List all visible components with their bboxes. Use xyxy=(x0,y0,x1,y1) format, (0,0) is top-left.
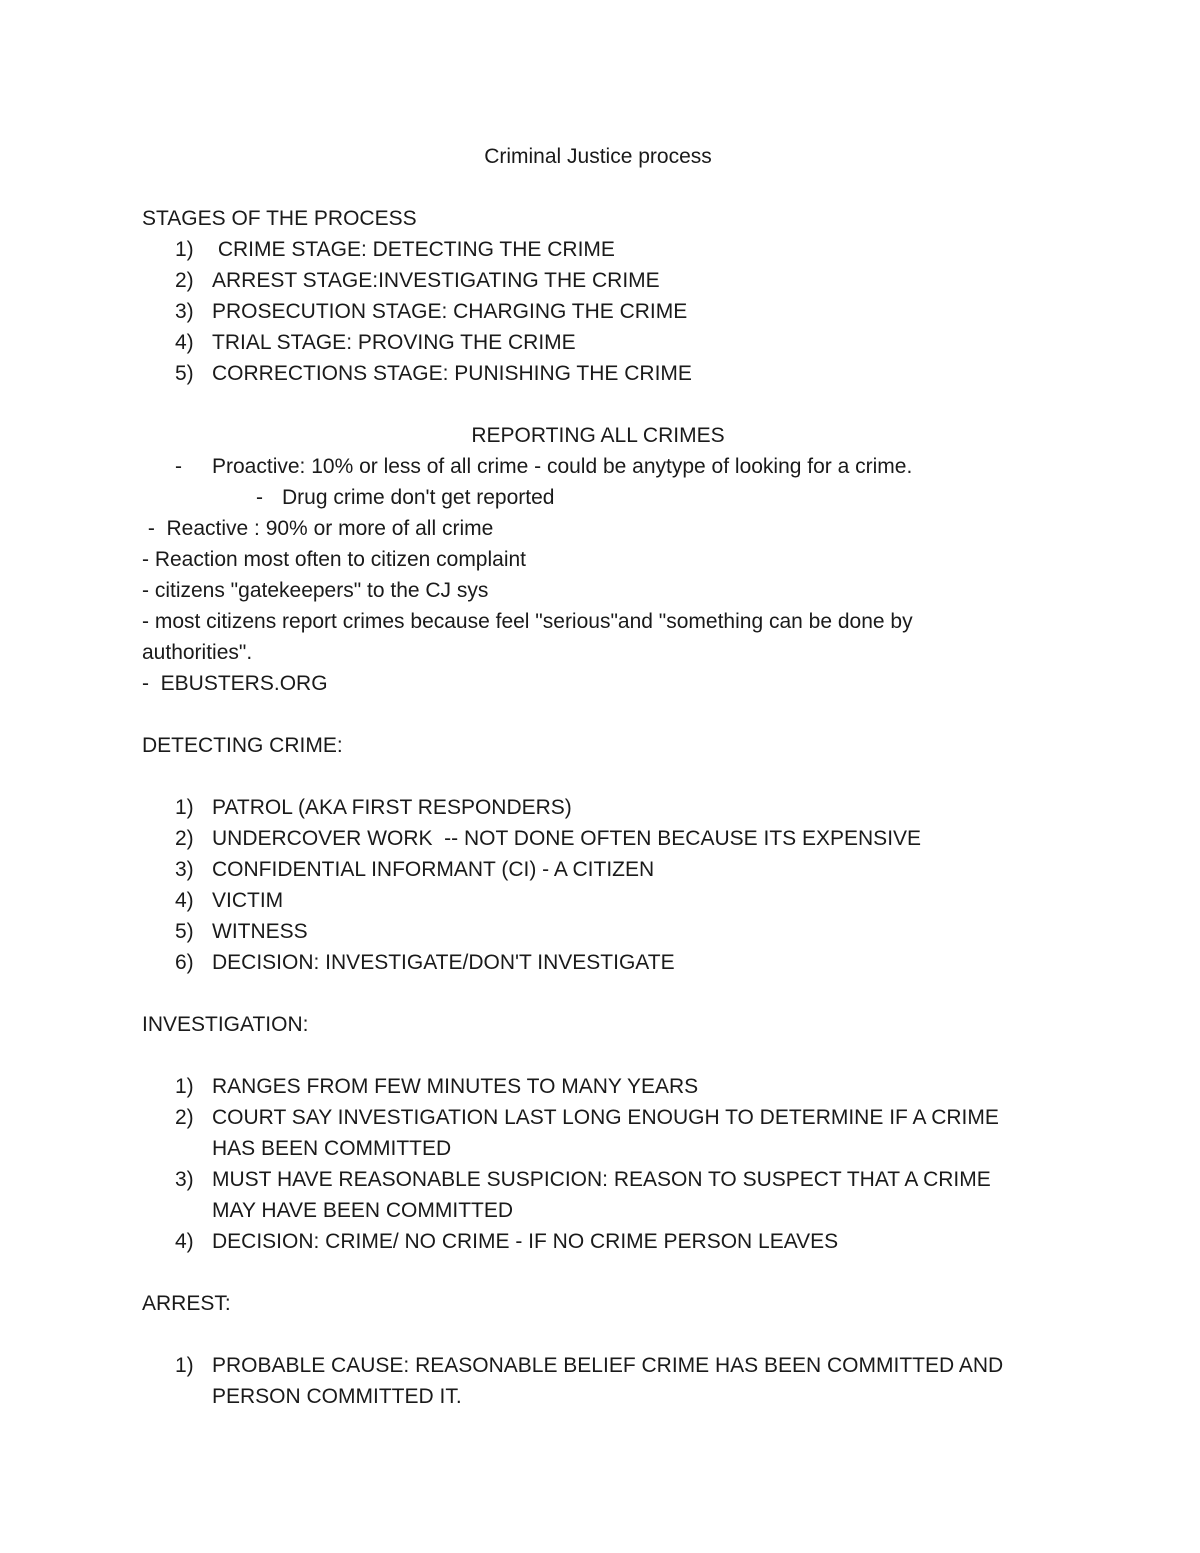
investigation-list xyxy=(142,1071,1032,1257)
stages-list xyxy=(142,234,1032,389)
bullet-dash: - xyxy=(175,455,182,478)
list-item xyxy=(142,1164,1032,1226)
list-text: DECISION: INVESTIGATE/DON'T INVESTIGATE xyxy=(212,951,675,974)
list-text: UNDERCOVER WORK -- NOT DONE OFTEN BECAUSE ITS EXPENSIVE xyxy=(212,827,922,850)
list-text: ARREST STAGE:INVESTIGATING THE CRIME xyxy=(212,269,660,292)
bullet-drug xyxy=(142,482,1032,513)
investigation-heading: INVESTIGATION: xyxy=(142,1013,309,1036)
list-text: CRIME STAGE: DETECTING THE CRIME xyxy=(212,238,615,261)
list-number: 3) xyxy=(175,858,194,881)
list-text: PATROL (AKA FIRST RESPONDERS) xyxy=(212,796,572,819)
list-number: 1) xyxy=(175,1354,194,1377)
list-number: 1) xyxy=(175,1075,194,1098)
detecting-heading: DETECTING CRIME: xyxy=(142,734,343,757)
bullet-dash: - xyxy=(256,486,263,509)
list-item xyxy=(142,823,1032,854)
list-number: 4) xyxy=(175,1230,194,1253)
list-item xyxy=(142,1226,1032,1257)
list-number: 2) xyxy=(175,269,194,292)
reporting-line: - citizens "gatekeepers" to the CJ sys xyxy=(142,579,489,602)
list-number: 1) xyxy=(175,796,194,819)
list-number: 2) xyxy=(175,827,194,850)
list-item xyxy=(142,916,1032,947)
reporting-line: - most citizens report crimes because feel "serious"and "something can be done by authorities". xyxy=(142,610,913,664)
reporting-heading: REPORTING ALL CRIMES xyxy=(471,424,725,447)
list-item xyxy=(142,885,1032,916)
reporting-line: - Reactive : 90% or more of all crime xyxy=(142,517,494,540)
list-item xyxy=(142,358,1032,389)
list-number: 6) xyxy=(175,951,194,974)
list-item xyxy=(142,234,1032,265)
list-number: 4) xyxy=(175,331,194,354)
detecting-list xyxy=(142,792,1032,978)
list-text: RANGES FROM FEW MINUTES TO MANY YEARS xyxy=(212,1075,699,1098)
stages-heading: STAGES OF THE PROCESS xyxy=(142,207,417,230)
list-text: WITNESS xyxy=(212,920,308,943)
list-text: VICTIM xyxy=(212,889,284,912)
list-item xyxy=(142,327,1032,358)
list-text: COURT SAY INVESTIGATION LAST LONG ENOUGH TO DETERMINE IF A CRIME HAS BEEN COMMITTED xyxy=(212,1106,999,1160)
arrest-heading: ARREST: xyxy=(142,1292,231,1315)
list-number: 3) xyxy=(175,1168,194,1191)
list-item xyxy=(142,1071,1032,1102)
list-item xyxy=(142,296,1032,327)
list-item xyxy=(142,854,1032,885)
list-item xyxy=(142,792,1032,823)
bullet-text: Drug crime don't get reported xyxy=(282,486,555,509)
list-number: 1) xyxy=(175,238,194,261)
list-text: TRIAL STAGE: PROVING THE CRIME xyxy=(212,331,576,354)
list-text: PROBABLE CAUSE: REASONABLE BELIEF CRIME HAS BEEN COMMITTED AND PERSON COMMITTED IT. xyxy=(212,1354,1004,1408)
reporting-line: - EBUSTERS.ORG xyxy=(142,672,328,695)
list-item xyxy=(142,947,1032,978)
arrest-list xyxy=(142,1350,1032,1412)
bullet-text: Proactive: 10% or less of all crime - could be anytype of looking for a crime. xyxy=(212,455,913,478)
list-item xyxy=(142,1350,1032,1412)
reporting-line: - Reaction most often to citizen complaint xyxy=(142,548,527,571)
list-text: CORRECTIONS STAGE: PUNISHING THE CRIME xyxy=(212,362,692,385)
document-title: Criminal Justice process xyxy=(484,145,712,168)
list-number: 5) xyxy=(175,362,194,385)
list-number: 5) xyxy=(175,920,194,943)
list-text: PROSECUTION STAGE: CHARGING THE CRIME xyxy=(212,300,688,323)
list-text: DECISION: CRIME/ NO CRIME - IF NO CRIME PERSON LEAVES xyxy=(212,1230,839,1253)
bullet-proactive xyxy=(142,451,1032,482)
list-text: CONFIDENTIAL INFORMANT (CI) - A CITIZEN xyxy=(212,858,655,881)
list-number: 3) xyxy=(175,300,194,323)
list-number: 4) xyxy=(175,889,194,912)
list-item xyxy=(142,1102,1032,1164)
list-number: 2) xyxy=(175,1106,194,1129)
document-body xyxy=(142,203,1032,1412)
list-item xyxy=(142,265,1032,296)
list-text: MUST HAVE REASONABLE SUSPICION: REASON TO SUSPECT THAT A CRIME MAY HAVE BEEN COMMITTED xyxy=(212,1168,991,1222)
